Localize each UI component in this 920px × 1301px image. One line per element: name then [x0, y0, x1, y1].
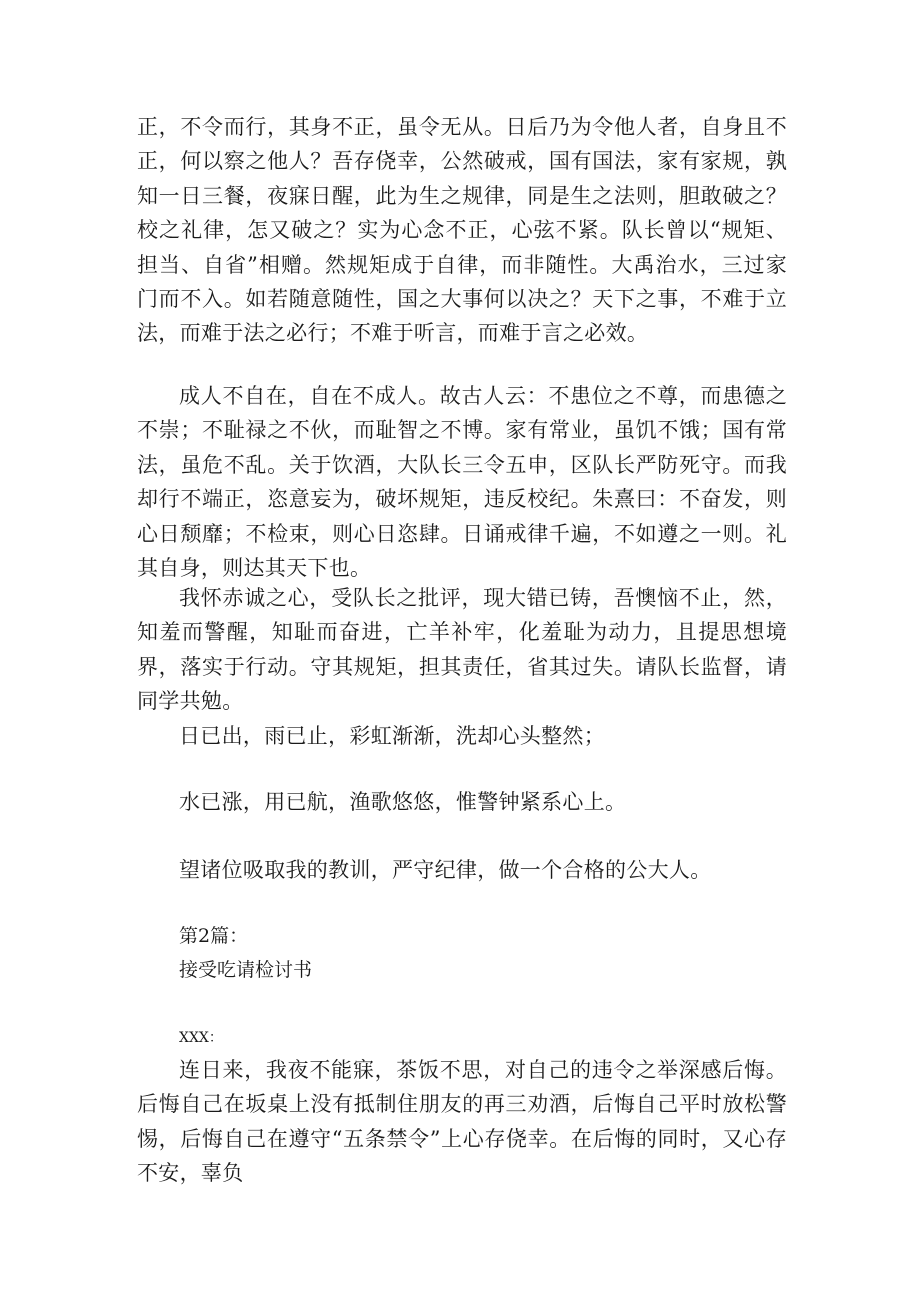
section-title: 接受吃请检讨书 — [179, 959, 313, 981]
paragraph-2: 成人不自在，自在不成人。故古人云：不患位之不尊，而患德之不崇；不耻禄之不伙，而耻智之不博。家有常业，虽饥不饿；国有常法，虽危不乱。关于饮酒，大队长三令五申，区队长严防死守。而我却行不端正，恣意妄为，破坏规矩，违反校纪。朱熹曰：不奋发，则心日颓靡；不检束，则心日恣肆。日诵戒律千遍，不如遵之一则。礼其自身，则达其天下也。 — [137, 384, 787, 581]
closing-line: 望诸位吸取我的教训，严守纪律，做一个合格的公大人。 — [179, 858, 712, 882]
paragraph-3: 我怀赤诚之心，受队长之批评，现大错已铸，吾懊恼不止，然，知羞而警醒，知耻而奋进，亡羊补牢，化羞耻为动力，且提思想境界，落实于行动。守其规矩，担其责任，省其过失。请队长监督，请同学共勉。 — [137, 586, 787, 714]
salutation: XXX： — [179, 1030, 223, 1046]
paragraph-1: 正，不令而行，其身不正，虽令无从。日后乃为令他人者，自身且不正，何以察之他人？吾存侥幸，公然破戒，国有国法，家有家规，孰知一日三餐，夜寐日醒，此为生之规律，同是生之法则，胆敢破之？校之礼律，怎又破之？实为心念不正，心弦不紧。队长曾以“规矩、担当、自省”相赠。然规矩成于自律，而非随性。大禹治水，三过家门而不入。如若随意随性，国之大事何以决之？天下之事，不难于立法，而难于法之必行；不难于听言，而难于言之必效。 — [137, 115, 787, 346]
section-label: 第2篇： — [179, 925, 249, 947]
verse-line-2: 水已涨，用已航，渔歌悠悠，惟警钟紧系心上。 — [179, 790, 627, 814]
verse-line-1: 日已出，雨已止，彩虹渐渐，洗却心头整然； — [179, 724, 605, 748]
paragraph-4: 连日来，我夜不能寐，茶饭不思，对自己的违令之举深感后悔。后悔自己在坂桌上没有抵制住朋友的再三劝酒，后悔自己平时放松警惕，后悔自己在遵守“五条禁令”上心存侥幸。在后悔的同时，又心存不安，辜负 — [137, 1058, 787, 1186]
